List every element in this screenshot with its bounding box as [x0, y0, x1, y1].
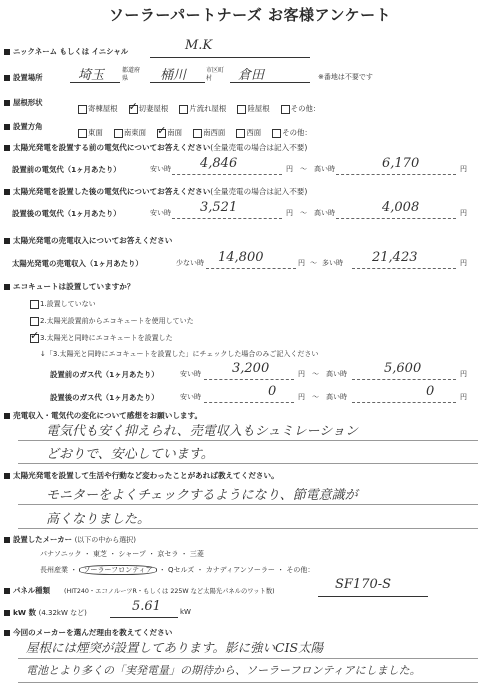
maker-opt-mitsubishi[interactable]: 三菱	[189, 550, 204, 558]
impression-line-2[interactable]: どおりで、安心しています。	[46, 447, 214, 462]
gas-after-sep: 〜	[312, 393, 319, 401]
lifestyle-line-2[interactable]: 高くなりました。	[46, 512, 151, 527]
kw-value[interactable]: 5.61	[132, 599, 161, 614]
gas-after-unit: 円	[298, 393, 305, 401]
gas-after-high-label: 高い時	[326, 393, 347, 401]
sales-unit-low: 円	[298, 259, 305, 267]
survey-title: ソーラーパートナーズ お客様アンケート	[108, 6, 392, 24]
after-label: 設置後の電気代（1ヶ月あたり）	[12, 209, 121, 218]
before-question: 太陽光発電を設置する前の電気代についてお答えください(全量売電の場合は記入不要)	[4, 142, 307, 153]
sales-high-label: 多い時	[322, 259, 343, 267]
checkbox[interactable]	[30, 317, 39, 326]
before-unit-low: 円	[286, 165, 293, 173]
after-sep: 〜	[300, 209, 307, 217]
maker-row-2: 長州産業 ・ ソーラーフロンティア ・ Qセルズ ・ カナディアンソーラー ・ その他：	[40, 566, 315, 574]
impression-question: 売電収入・電気代の変化について感想をお願いします。	[4, 410, 202, 421]
sales-unit-high: 円	[460, 259, 467, 267]
maker-opt-sharp[interactable]: シャープ	[118, 550, 146, 558]
maker-opt-qcells[interactable]: Qセルズ	[168, 566, 195, 574]
dir-opt-3[interactable]: 南西面	[193, 128, 225, 137]
checkbox-checked[interactable]	[157, 129, 166, 138]
checkbox[interactable]	[237, 105, 246, 114]
before-high-label: 高い時	[314, 165, 335, 173]
gas-after-low-value[interactable]: 0	[268, 384, 277, 399]
gas-after-high-value[interactable]: 0	[426, 384, 435, 399]
after-low-label: 安い時	[150, 209, 171, 217]
checkbox[interactable]	[179, 105, 188, 114]
maker-opt-panasonic[interactable]: パナソニック	[40, 550, 82, 558]
dir-opt-2[interactable]: ✓ 南面	[157, 128, 182, 137]
panel-note: (HIT240・エコノルーツR・もしくは 225W など太陽光パネルのワット数)	[64, 588, 275, 595]
location-label: 設置場所	[4, 72, 43, 83]
before-low-value[interactable]: 4,846	[200, 156, 238, 171]
before-sep: 〜	[300, 165, 307, 173]
bullet-icon	[4, 145, 10, 151]
bullet-icon	[4, 630, 10, 636]
bullet-icon	[4, 588, 10, 594]
before-label: 設置前の電気代（1ヶ月あたり）	[12, 165, 121, 174]
gas-before-sep: 〜	[312, 370, 319, 378]
bullet-icon	[4, 238, 10, 244]
gas-before-unit-high: 円	[460, 370, 467, 378]
roof-opt-3[interactable]: 陸屋根	[237, 104, 269, 113]
maker-opt-toshiba[interactable]: 東芝	[92, 550, 107, 558]
sales-low-label: 少ない時	[176, 259, 204, 267]
maker-opt-choshu[interactable]: 長州産業	[40, 566, 68, 574]
bullet-icon	[4, 413, 10, 419]
location-city[interactable]: 桶川	[160, 68, 187, 83]
ecocute-opt-1[interactable]: 2.太陽光設置前からエコキュートを使用していた	[30, 316, 194, 326]
maker-label: 設置したメーカー (以下の中から選択)	[4, 534, 136, 545]
maker-opt-canadian[interactable]: カナディアンソーラー	[205, 566, 275, 574]
reason-line-2[interactable]: 電池とより多くの「実発電量」の期待から、ソーラーフロンティアにしました。	[26, 664, 421, 677]
roof-opt-4[interactable]: その他：	[281, 104, 321, 113]
sales-question: 太陽光発電の売電収入についてお答えください	[4, 235, 172, 246]
gas-before-label: 設置前のガス代（1ヶ月あたり）	[50, 370, 159, 379]
nickname-label: ニックネーム もしくは イニシャル	[4, 46, 128, 57]
ecocute-opt-0[interactable]: 1.設置していない	[30, 299, 96, 309]
bullet-icon	[4, 610, 10, 616]
bullet-icon	[4, 284, 10, 290]
sales-sep: 〜	[310, 259, 317, 267]
before-unit-high: 円	[460, 165, 467, 173]
sales-low-value[interactable]: 14,800	[218, 250, 264, 265]
panel-value[interactable]: SF170-S	[335, 577, 392, 592]
after-low-value[interactable]: 3,521	[200, 200, 238, 215]
lifestyle-question: 太陽光発電を設置して生活や行動など変わったことがあれば教えてください。	[4, 470, 279, 481]
panel-label: パネル種類	[4, 585, 50, 596]
maker-opt-kyocera[interactable]: 京セラ	[157, 550, 179, 558]
gas-before-high-label: 高い時	[326, 370, 347, 378]
direction-label: 設置方角	[4, 121, 43, 132]
ecocute-opt-2[interactable]: ✓3.太陽光と同時にエコキュートを設置した	[30, 333, 173, 343]
checkbox[interactable]	[193, 129, 202, 138]
dir-opt-0[interactable]: 東面	[78, 128, 103, 137]
checkbox-checked[interactable]	[30, 334, 39, 343]
bullet-icon	[4, 473, 10, 479]
dir-opt-4[interactable]: 西面	[236, 128, 261, 137]
maker-opt-solar-frontier-selected[interactable]: ソーラーフロンティア	[79, 565, 156, 575]
sales-high-value[interactable]: 21,423	[372, 250, 418, 265]
bullet-icon	[4, 100, 10, 106]
nickname-value[interactable]: M.K	[185, 38, 213, 53]
bullet-icon	[4, 49, 10, 55]
before-high-value[interactable]: 6,170	[382, 156, 420, 171]
impression-line-1[interactable]: 電気代も安く抑えられ、売電収入もシュミレーション	[46, 424, 359, 439]
gas-before-low-value[interactable]: 3,200	[232, 361, 270, 376]
checkbox[interactable]	[272, 129, 281, 138]
gas-before-unit: 円	[298, 370, 305, 378]
location-note: ※番地は不要です	[318, 73, 373, 81]
ecocute-note: ↓「3.太陽光と同時にエコキュートを設置した」にチェックした場合のみご記入ください	[40, 350, 319, 358]
city-suffix: 市区町村	[206, 67, 225, 82]
lifestyle-line-1[interactable]: モニターをよくチェックするようになり、節電意識が	[46, 488, 358, 503]
after-high-value[interactable]: 4,008	[382, 200, 420, 215]
kw-unit: kW	[180, 608, 191, 616]
location-town[interactable]: 倉田	[238, 68, 265, 83]
after-high-label: 高い時	[314, 209, 335, 217]
sales-label: 太陽光発電の売電収入（1ヶ月あたり）	[12, 259, 143, 268]
after-unit-low: 円	[286, 209, 293, 217]
roof-opt-1[interactable]: ✓ 切妻屋根	[129, 104, 169, 113]
checkbox-checked[interactable]	[129, 105, 138, 114]
checkbox[interactable]	[78, 105, 87, 114]
gas-after-label: 設置後のガス代（1ヶ月あたり）	[50, 393, 159, 402]
ecocute-question: エコキュートは設置していますか？	[4, 281, 135, 292]
after-unit-high: 円	[460, 209, 467, 217]
bullet-icon	[4, 75, 10, 81]
checkbox[interactable]	[114, 129, 123, 138]
before-low-label: 安い時	[150, 165, 171, 173]
roof-opt-0[interactable]: 寄棟屋根	[78, 104, 118, 113]
checkbox[interactable]	[78, 129, 87, 138]
bullet-icon	[4, 189, 10, 195]
bullet-icon	[4, 124, 10, 130]
gas-after-unit-high: 円	[460, 393, 467, 401]
bullet-icon	[4, 537, 10, 543]
after-question: 太陽光発電を設置した後の電気代についてお答えください(全量売電の場合は記入不要)	[4, 186, 307, 197]
gas-before-low-label: 安い時	[180, 370, 201, 378]
gas-after-low-label: 安い時	[180, 393, 201, 401]
gas-before-high-value[interactable]: 5,600	[384, 361, 422, 376]
roof-options	[78, 96, 326, 115]
maker-opt-other[interactable]: その他：	[286, 566, 315, 574]
location-pref[interactable]: 埼玉	[78, 68, 105, 83]
roof-opt-2[interactable]: 片流れ屋根	[179, 104, 226, 113]
checkbox[interactable]	[236, 129, 245, 138]
checkbox[interactable]	[30, 300, 39, 309]
reason-question: 今回のメーカーを選んだ理由を教えてください	[4, 627, 172, 638]
kw-label: kW 数 (4.32kW など)	[4, 607, 87, 618]
maker-row-1: パナソニック ・ 東芝 ・ シャープ ・ 京セラ ・ 三菱	[40, 550, 204, 558]
pref-suffix: 都道府県	[122, 67, 141, 82]
direction-options	[78, 120, 318, 139]
checkbox[interactable]	[281, 105, 290, 114]
dir-opt-5[interactable]: その他：	[272, 128, 312, 137]
dir-opt-1[interactable]: 南東面	[114, 128, 146, 137]
reason-line-1[interactable]: 屋根には煙突が設置してあります。影に強いCIS太陽	[26, 640, 324, 655]
roof-label: 屋根形状	[4, 97, 43, 108]
